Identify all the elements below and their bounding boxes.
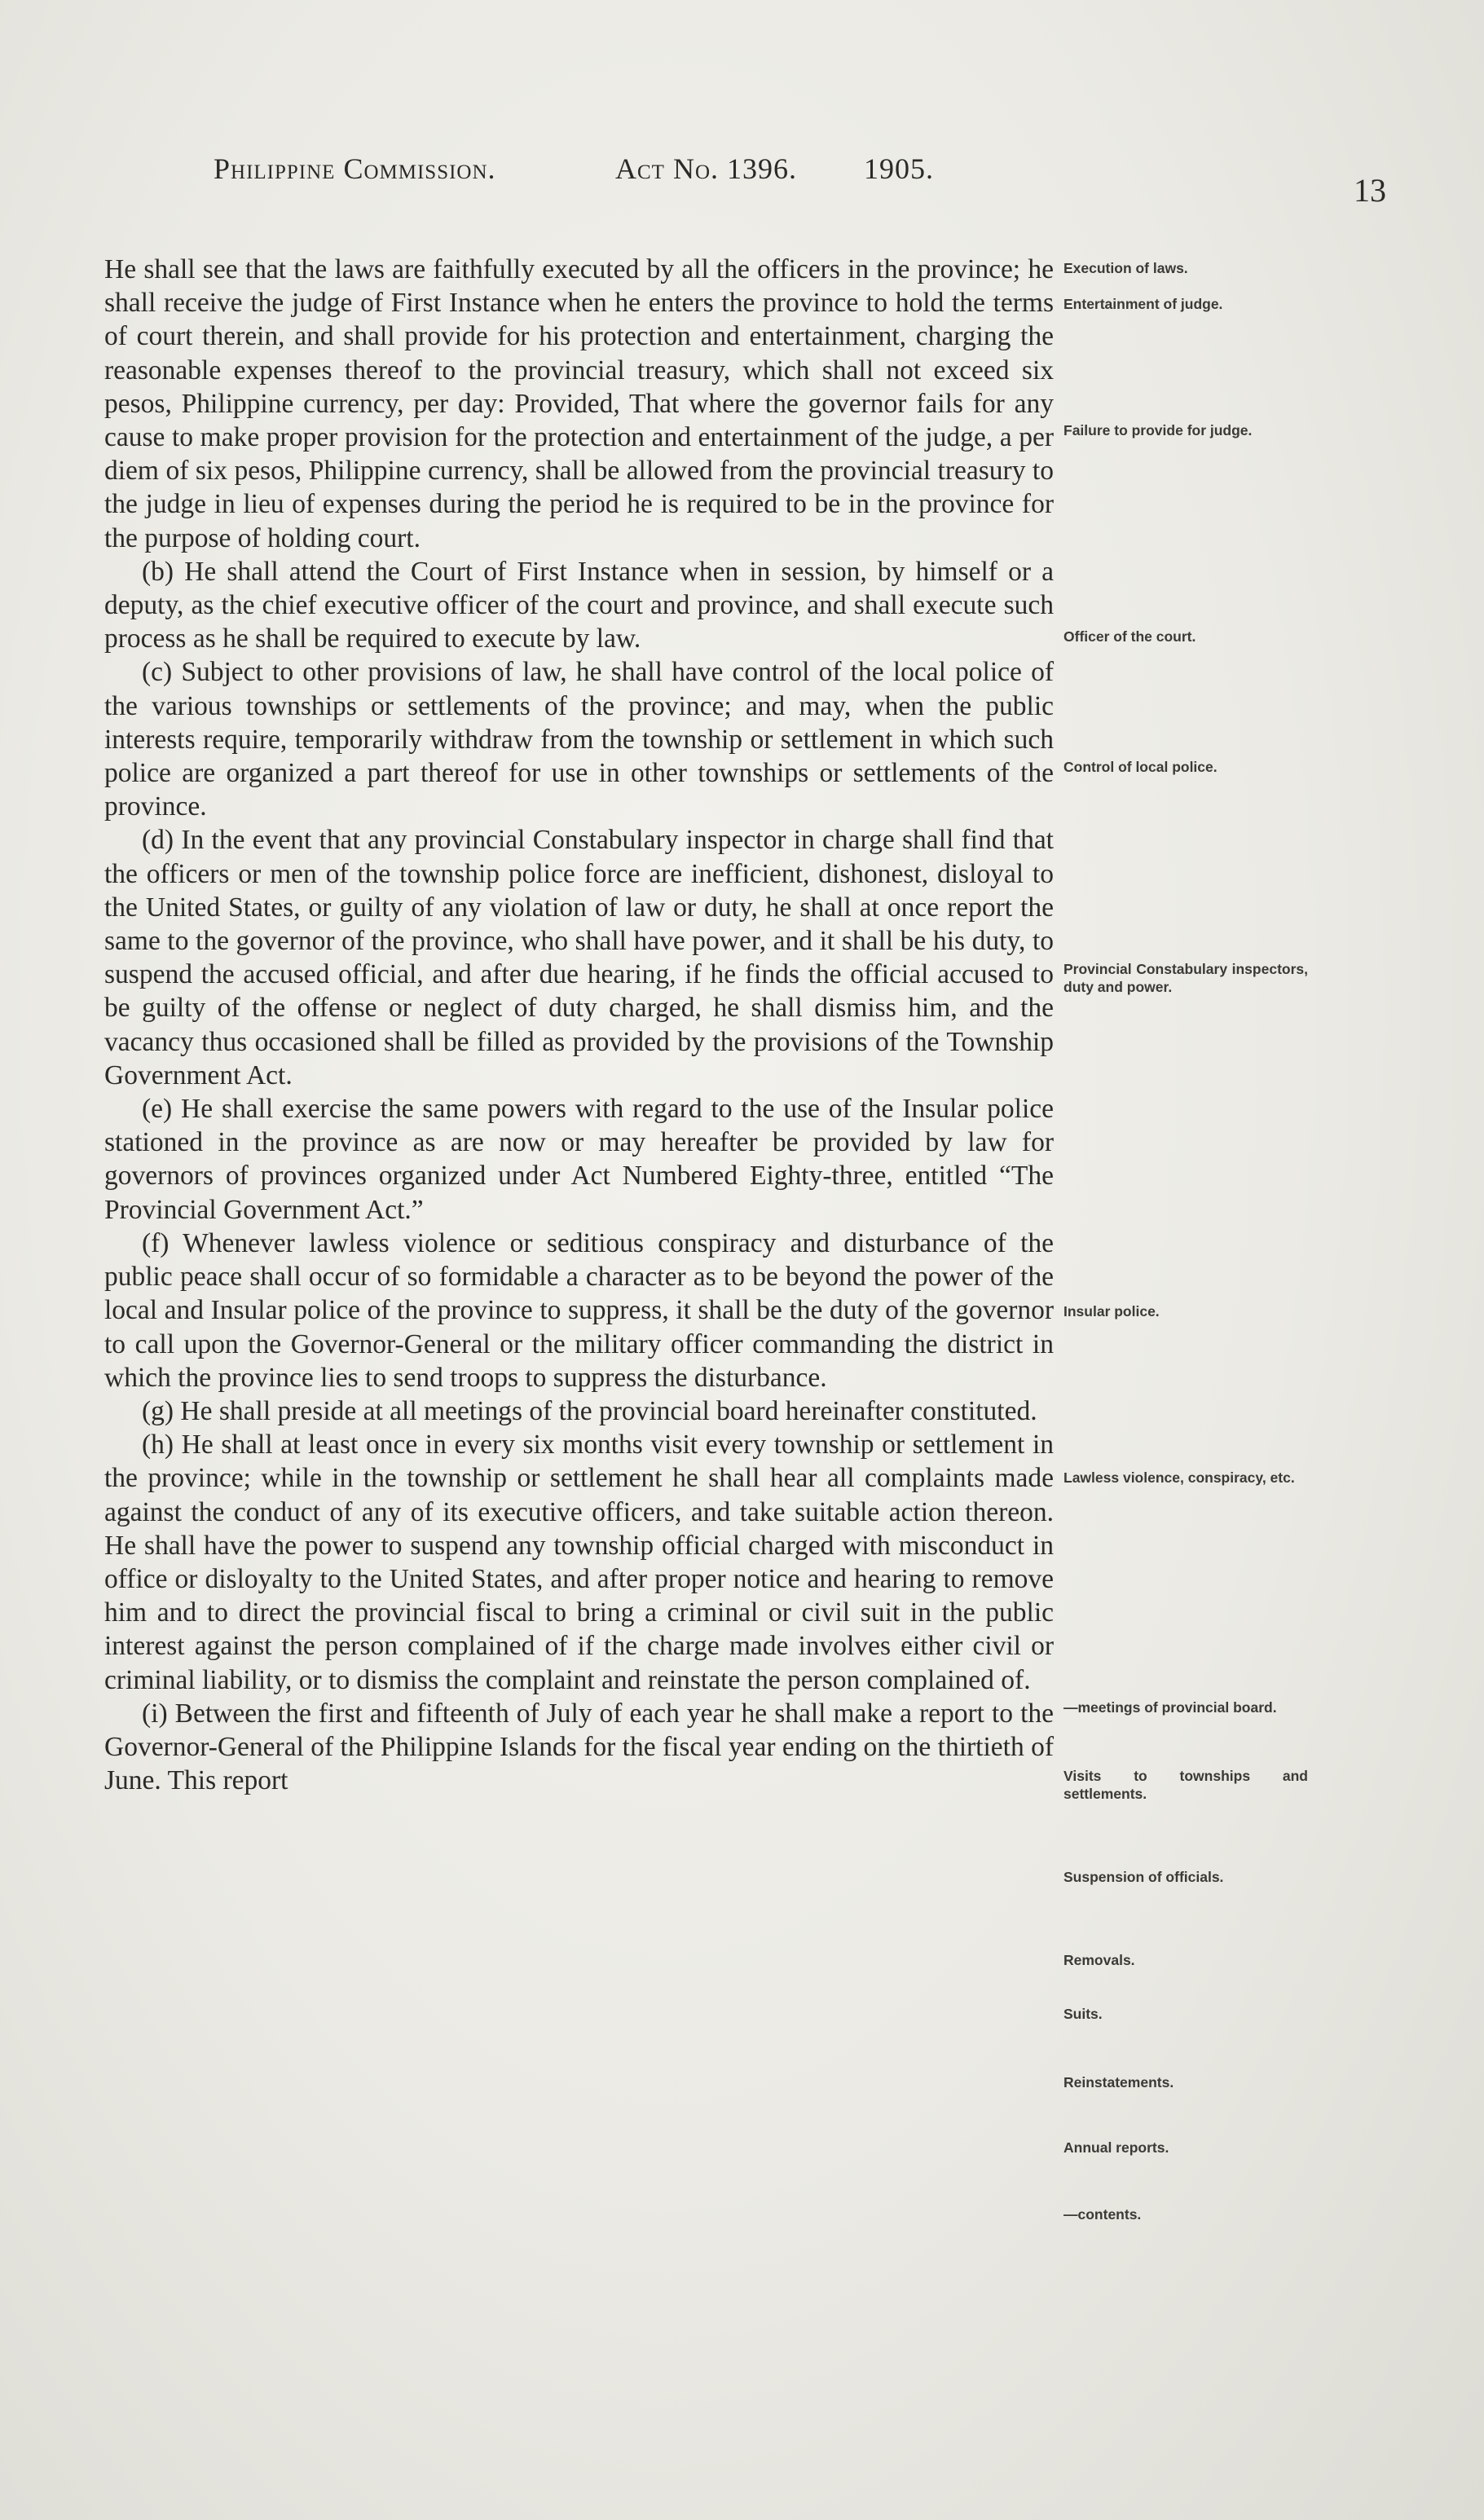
- margin-note: —contents.: [1063, 2206, 1142, 2223]
- margin-note: Officer of the court.: [1063, 628, 1196, 645]
- body-text: [104, 253, 1054, 1797]
- paragraph-i: (i) Between the first and fifteenth of July of each year he shall make a report to the Governor-General of the Philippine Islands for the fiscal year ending on the thirtieth of June. This report: [104, 1698, 1054, 1796]
- paragraph-h: (h) He shall at least once in every six months visit every township or settlement in the province; while in the township or settlement he shall hear all complaints made against the conduct of any of its executive officers, and take suitable action thereon. He shall have the power to suspend any township official charged with misconduct in office or disloyalty to the United States, and after proper notice and hearing to remove him and to direct the provincial fiscal to bring a criminal or civil suit in the public interest against the person complained of if the charge made involves either civil or criminal liability, or to dismiss the complaint and reinstate the person complained of.: [104, 1430, 1054, 1695]
- paragraph-a: He shall see that the laws are faithfully executed by all the officers in the province; he shall receive the judge of First Instance when he enters the province to hold the terms of court therein, and shall provide for his protection and entertainment, charging the reasonable expenses thereof to the provincial treasury, which shall not exceed six pesos, Philippine currency, per day: Provided, That where the governor fails for any cause to make proper provision for the protection and entertainment of the judge, a per diem of six pesos, Philippine currency, shall be allowed from the provincial treasury to the judge in lieu of expenses during the period he is required to be in the province for the purpose of holding court.: [104, 254, 1054, 553]
- margin-note: Execution of laws.: [1063, 260, 1188, 276]
- paragraph-c: (c) Subject to other provisions of law, he shall have control of the local police of the various townships or settlements of the province; and may, when the public interests require, temporarily withdraw from the township or settlement in which such police are organized a part thereof for use in other townships or settlements of the province.: [104, 657, 1054, 822]
- margin-note: Failure to provide for judge.: [1063, 422, 1253, 438]
- margin-note: Insular police.: [1063, 1303, 1160, 1319]
- running-head-commission: Philippine Commission.: [214, 152, 496, 185]
- running-head-year: 1905.: [864, 152, 934, 185]
- paragraph-d: (d) In the event that any provincial Constabulary inspector in charge shall find that the officers or men of the township police force are inefficient, dishonest, disloyal to the United States, or guilty of any violation of law or duty, he shall at once report the same to the governor of the province, who shall have power, and it shall be his duty, to suspend the accused official, and after due hearing, if he finds the official accused to be guilty of the offense or neglect of duty charged, he shall dismiss him, and the vacancy thus occasioned shall be filled as provided by the provisions of the Township Government Act.: [104, 825, 1054, 1090]
- margin-note: Control of local police.: [1063, 759, 1218, 775]
- paragraph-g: (g) He shall preside at all meetings of the provincial board hereinafter constituted.: [142, 1395, 1037, 1426]
- margin-note: Entertainment of judge.: [1063, 296, 1223, 312]
- margin-note: Removals.: [1063, 1952, 1135, 1968]
- margin-note: Provincial Constabulary inspectors, duty and power.: [1063, 961, 1308, 995]
- page-number: 13: [1354, 172, 1386, 209]
- margin-note: Suspension of officials.: [1063, 1869, 1224, 1885]
- margin-note: Lawless violence, conspiracy, etc.: [1063, 1469, 1295, 1486]
- margin-note: Reinstatements.: [1063, 2074, 1174, 2090]
- paragraph-b: (b) He shall attend the Court of First Instance when in session, by himself or a deputy, as the chief executive officer of the court and province, and shall execute such process as he shall be required to execute by law.: [104, 556, 1054, 654]
- running-head: [214, 137, 1420, 194]
- margin-note: Annual reports.: [1063, 2139, 1169, 2156]
- margin-note: Visits to townships and settlements.: [1063, 1768, 1308, 1802]
- margin-note: —meetings of provincial board.: [1063, 1699, 1277, 1716]
- margin-note: Suits.: [1063, 2006, 1103, 2022]
- paragraph-e: (e) He shall exercise the same powers with regard to the use of the Insular police stationed in the province as are now or may hereafter be provided by law for governors of provinces organized under Act Numbered Eighty-three, entitled “The Provincial Government Act.”: [104, 1094, 1054, 1225]
- paragraph-f: (f) Whenever lawless violence or seditious conspiracy and disturbance of the public peace shall occur of so formidable a character as to be beyond the power of the local and Insular police of the province to suppress, it shall be the duty of the governor to call upon the Governor-General or the military officer commanding the district in which the province lies to send troops to suppress the disturbance.: [104, 1227, 1054, 1393]
- running-head-act: Act No. 1396.: [615, 152, 797, 185]
